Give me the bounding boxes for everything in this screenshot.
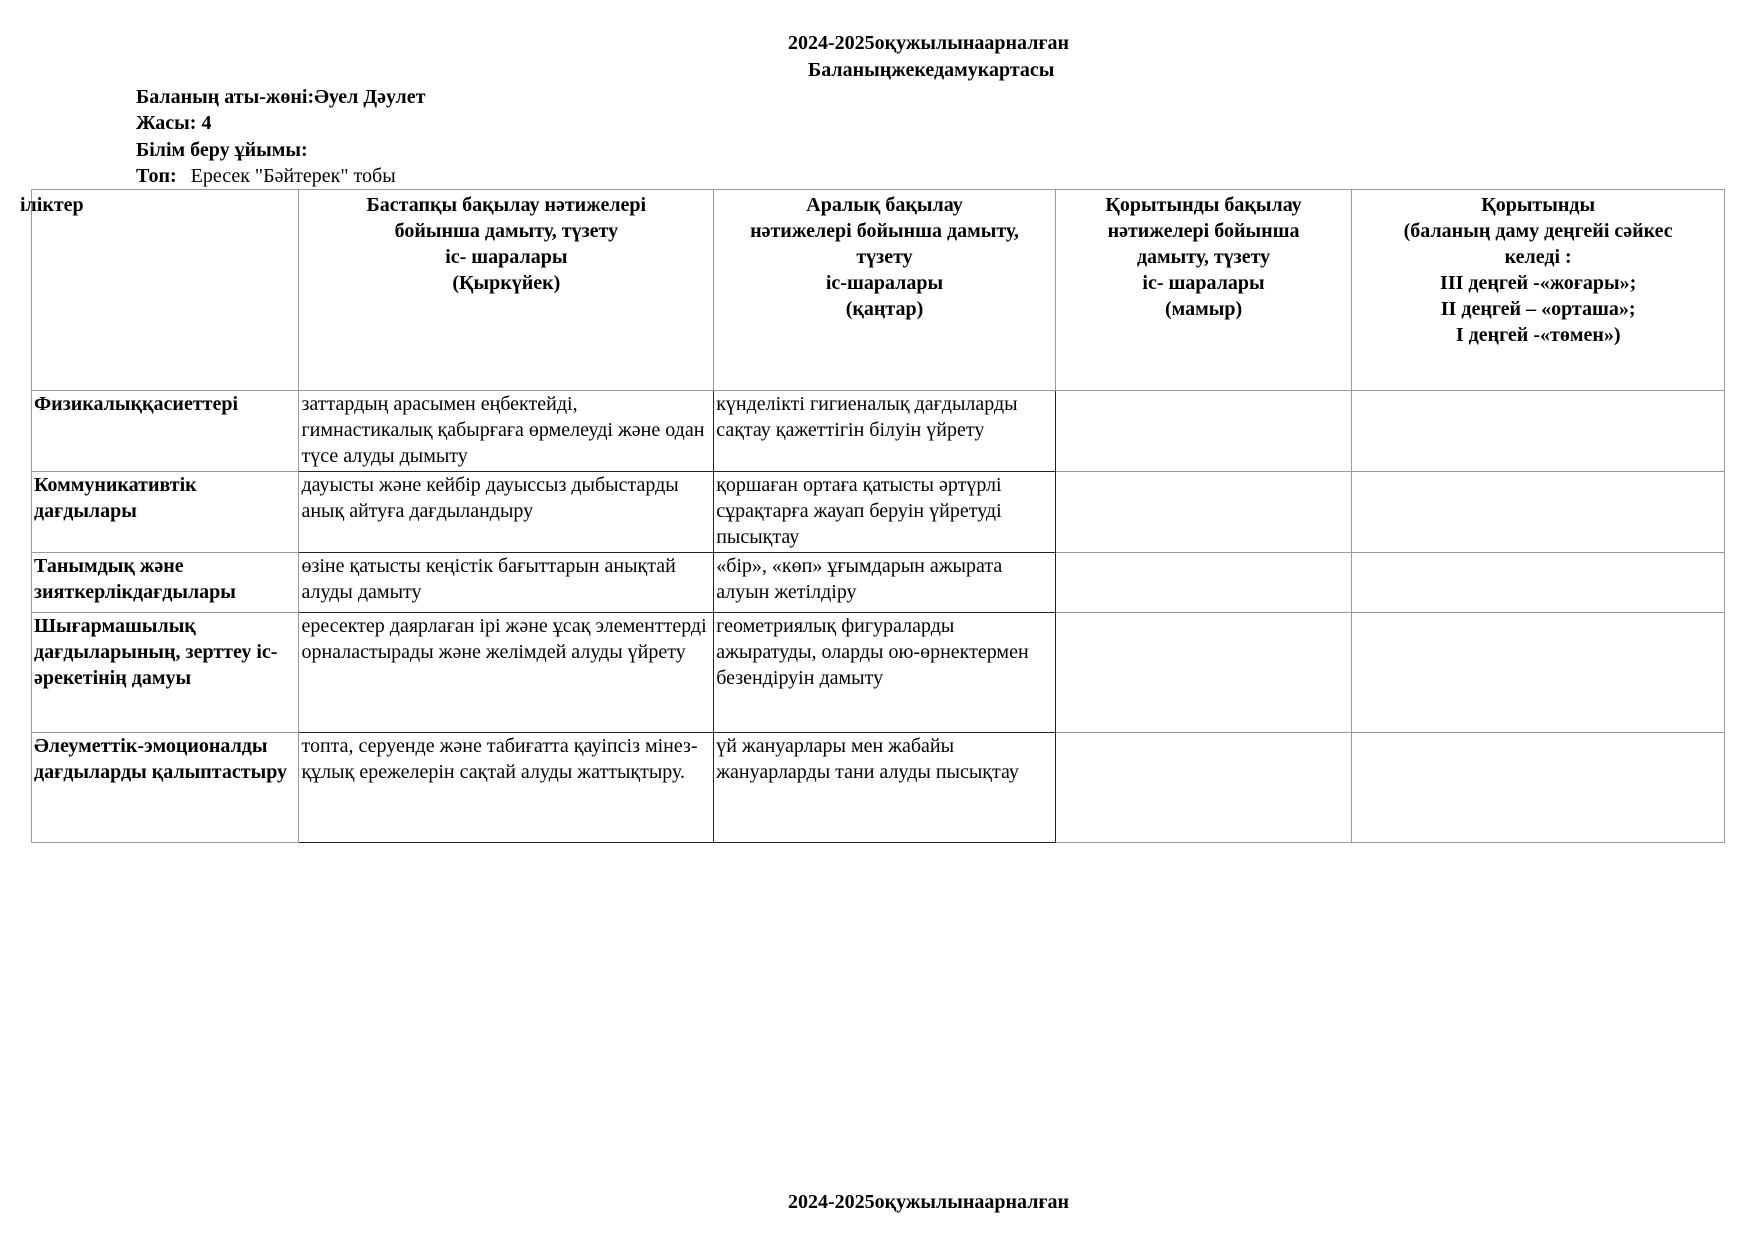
child-age-line <box>136 111 211 135</box>
group-value: Ересек "Бәйтерек" тобы <box>190 165 396 187</box>
initial-plan-cell: ересектер даярлаған ірі және ұсақ элементтерді орналастырады және желімдей алуды үйрету <box>299 613 714 733</box>
header-intermediate-plan: Аралық бақылау нәтижелері бойынша дамыту, түзету іс-шаралары (қаңтар) <box>714 190 1056 391</box>
domain-cell: Әлеуметтік-эмоционалды дағдыларды қалыптастыру <box>32 733 299 843</box>
next-page-title: 2024-2025оқужылынаарналған <box>788 1191 1070 1213</box>
group-label: Топ: <box>136 165 177 187</box>
domain-cell: Физикалыққасиеттері <box>32 391 299 472</box>
header-result: Қорытынды (баланың даму деңгейі сәйкес келеді : ІІІ деңгей -«жоғары»; ІІ деңгей – «орташа»; І деңгей -«төмен») <box>1352 190 1725 391</box>
domain-cell: Коммуникативтік дағдылары <box>32 472 299 553</box>
final-plan-cell <box>1055 472 1352 553</box>
domain-cell: Шығармашылық дағдыларының, зерттеу іс- әрекетінің дамуы <box>32 613 299 733</box>
document-subtitle: Баланыңжекедамукартасы <box>808 59 1055 81</box>
header-domains: ілiктер <box>32 190 299 391</box>
intermediate-plan-cell: үй жануарлары мен жабайы жануарларды тани алуды пысықтау <box>714 733 1056 843</box>
final-plan-cell <box>1055 733 1352 843</box>
intermediate-plan-cell: күнделікті гигиеналық дағдыларды сақтау қажеттігін білуін үйрету <box>714 391 1056 472</box>
intermediate-plan-cell: қоршаған ортаға қатысты әртүрлі сұрақтарға жауап беруін үйретуді пысықтау <box>714 472 1056 553</box>
child-name-value: Әуел Дәулет <box>314 86 426 108</box>
table-row <box>32 553 1725 613</box>
child-name-line <box>136 85 425 109</box>
child-age-label: Жасы: <box>136 112 197 134</box>
final-plan-cell <box>1055 391 1352 472</box>
intermediate-plan-cell: «бір», «көп» ұғымдарын ажырата алуын жетілдіру <box>714 553 1056 613</box>
result-cell <box>1352 733 1725 843</box>
intermediate-plan-cell: геометриялық фигураларды ажыратуды, оларды ою-өрнектермен безендіруін дамыту <box>714 613 1056 733</box>
initial-plan-cell: дауысты және кейбір дауыссыз дыбыстарды анық айтуға дағдыландыру <box>299 472 714 553</box>
final-plan-cell <box>1055 553 1352 613</box>
result-cell <box>1352 391 1725 472</box>
education-org-line <box>136 138 308 162</box>
document-title: 2024-2025оқужылынаарналған <box>788 32 1070 54</box>
education-org-label: Білім беру ұйымы: <box>136 139 308 161</box>
initial-plan-cell: топта, серуенде және табиғатта қауіпсіз мінез-құлық ережелерін сақтай алуды жаттықтыру. <box>299 733 714 843</box>
group-line <box>136 164 396 188</box>
result-cell <box>1352 613 1725 733</box>
table-row <box>32 391 1725 472</box>
child-name-label: Баланың аты-жөні: <box>136 86 315 108</box>
header-final-plan: Қорытынды бақылау нәтижелері бойынша дамыту, түзету іс- шаралары (мамыр) <box>1055 190 1352 391</box>
table-header-row <box>32 190 1725 391</box>
table-row <box>32 613 1725 733</box>
initial-plan-cell: өзіне қатысты кеңістік бағыттарын анықтай алуды дамыту <box>299 553 714 613</box>
header-initial-plan: Бастапқы бақылау нәтижелері бойынша дамыту, түзету іс- шаралары (Қыркүйек) <box>299 190 714 391</box>
table-row <box>32 472 1725 553</box>
child-age-value: 4 <box>201 112 212 134</box>
table-row <box>32 733 1725 843</box>
development-card-table <box>20 189 1725 843</box>
initial-plan-cell: заттардың арасымен еңбектейді, гимнастикалық қабырғаға өрмелеуді және одан түсе алуды дымыту <box>299 391 714 472</box>
result-cell <box>1352 472 1725 553</box>
domain-cell: Танымдық және зияткерлікдағдылары <box>32 553 299 613</box>
final-plan-cell <box>1055 613 1352 733</box>
result-cell <box>1352 553 1725 613</box>
